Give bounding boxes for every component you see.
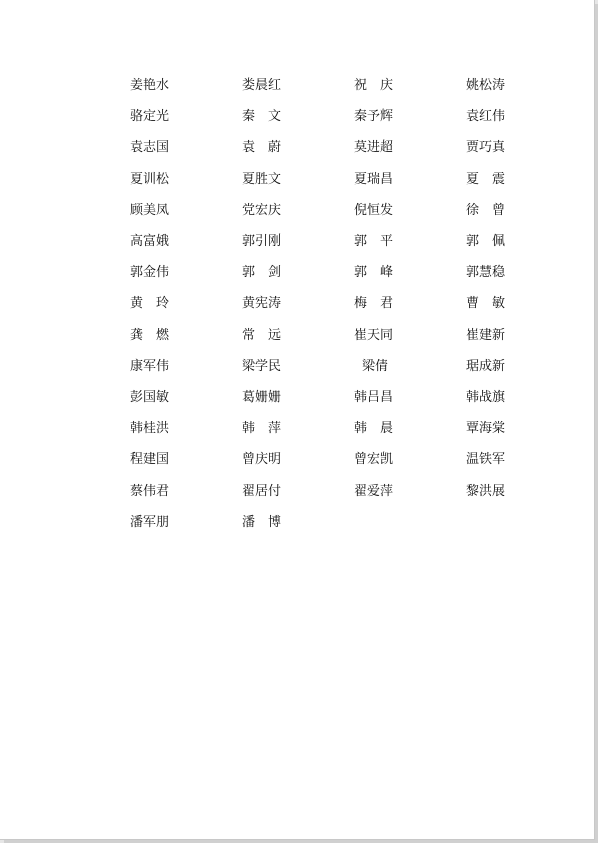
name-entry: 曾宏凯	[354, 452, 394, 468]
name-entry: 姚松涛	[466, 78, 506, 94]
name-entry: 夏瑞昌	[354, 171, 394, 187]
name-entry: 韩 晨	[354, 421, 394, 437]
name-entry: 翟居付	[242, 483, 282, 499]
name-entry: 梅 君	[354, 296, 394, 312]
name-entry: 郭 平	[354, 234, 394, 250]
name-entry: 常 远	[242, 327, 282, 343]
name-entry: 倪恒发	[354, 202, 394, 218]
name-entry: 秦 文	[242, 109, 282, 125]
name-entry: 韩吕昌	[354, 389, 394, 405]
name-entry: 袁红伟	[466, 109, 506, 125]
name-entry: 郭金伟	[130, 265, 170, 281]
name-entry: 党宏庆	[242, 202, 282, 218]
name-entry: 龚 燃	[130, 327, 170, 343]
name-entry: 骆定光	[130, 109, 170, 125]
name-entry: 姜艳水	[130, 78, 170, 94]
name-entry: 梁倩	[362, 358, 389, 374]
name-entry: 覃海棠	[466, 421, 506, 437]
name-entry: 袁志国	[130, 140, 170, 156]
name-entry: 郭 峰	[354, 265, 394, 281]
name-entry: 郭慧稳	[466, 265, 506, 281]
name-entry: 翟爱萍	[354, 483, 394, 499]
name-entry: 韩 萍	[242, 421, 282, 437]
name-entry: 夏 震	[466, 171, 506, 187]
name-entry: 徐 曾	[466, 202, 506, 218]
name-entry: 顾美凤	[130, 202, 170, 218]
name-entry: 程建国	[130, 452, 170, 468]
name-entry: 夏胜文	[242, 171, 282, 187]
name-entry: 康军伟	[130, 358, 170, 374]
name-entry: 秦予辉	[354, 109, 394, 125]
name-entry: 祝 庆	[354, 78, 394, 94]
name-entry: 袁 蔚	[242, 140, 282, 156]
name-entry: 贾巧真	[466, 140, 506, 156]
name-entry: 黄宪涛	[242, 296, 282, 312]
name-entry: 潘军朋	[130, 514, 170, 530]
name-entry: 葛姗姗	[242, 389, 282, 405]
name-entry: 蔡伟君	[130, 483, 170, 499]
name-entry: 琚成新	[466, 358, 506, 374]
name-entry: 黎洪展	[466, 483, 506, 499]
name-entry: 黄 玲	[130, 296, 170, 312]
name-entry: 韩桂洪	[130, 421, 170, 437]
name-entry: 韩战旗	[466, 389, 506, 405]
name-entry: 彭国敏	[130, 389, 170, 405]
name-entry: 温铁军	[466, 452, 506, 468]
name-entry: 潘 博	[242, 514, 282, 530]
name-entry: 莫进超	[354, 140, 394, 156]
name-entry: 娄晨红	[242, 78, 282, 94]
name-list	[118, 70, 538, 538]
name-entry: 郭 剑	[242, 265, 282, 281]
name-entry: 崔建新	[466, 327, 506, 343]
name-entry: 曾庆明	[242, 452, 282, 468]
name-entry: 曹 敏	[466, 296, 506, 312]
name-entry: 郭引刚	[242, 234, 282, 250]
name-entry: 崔天同	[354, 327, 394, 343]
name-entry: 高富娥	[130, 234, 170, 250]
name-entry: 梁学民	[242, 358, 282, 374]
name-entry: 郭 佩	[466, 234, 506, 250]
name-entry: 夏训松	[130, 171, 170, 187]
